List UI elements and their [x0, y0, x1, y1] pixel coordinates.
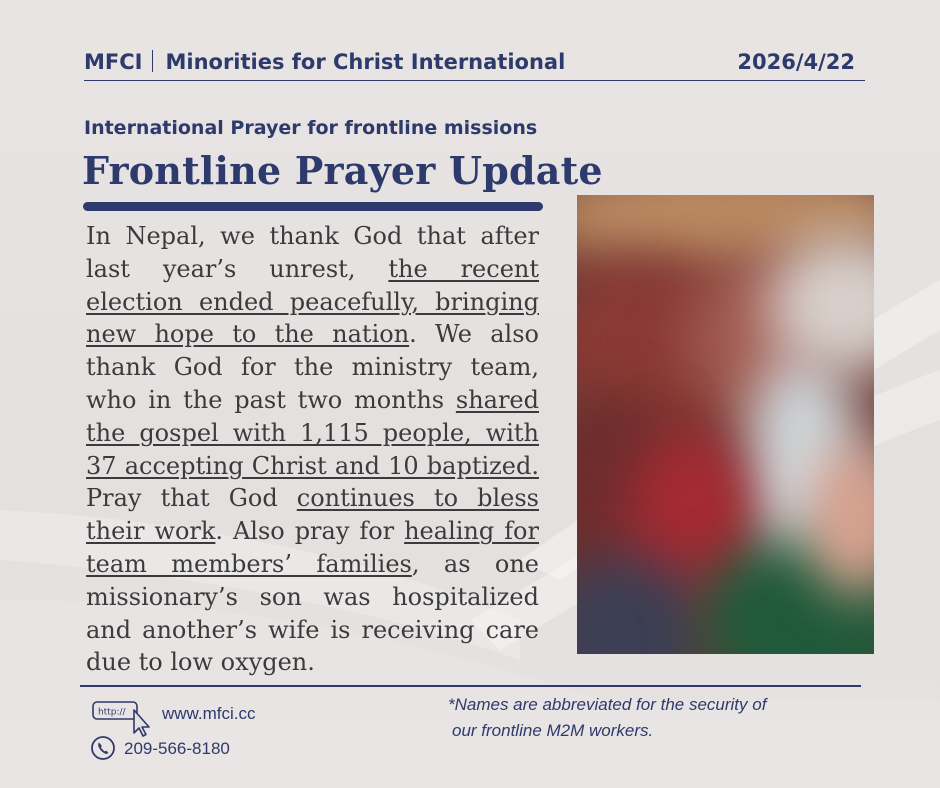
phone-number[interactable]: 209-566-8180 — [124, 739, 230, 758]
header-divider — [152, 50, 153, 72]
highlight-bless-work: continues to bless their work — [86, 484, 539, 546]
title-underline-bar — [83, 202, 543, 211]
page-title: Frontline Prayer Update — [82, 148, 603, 193]
highlight-gospel-shared: shared the gospel with 1,115 people, with 37 accepting Christ and 10 baptized. — [86, 385, 539, 480]
phone-icon — [91, 736, 115, 760]
subtitle: International Prayer for frontline missions — [84, 117, 538, 139]
highlight-healing: healing for team members’ families — [86, 517, 539, 578]
browser-link-icon — [92, 700, 154, 738]
organization-name — [84, 50, 565, 74]
note-line-2: our frontline M2M workers. — [452, 721, 654, 740]
body-text-segment: Pray that God — [86, 484, 297, 513]
prayer-update-text — [86, 220, 539, 679]
body-text-segment: . We also thank God for the ministry team, who in the past two months — [86, 320, 539, 414]
body-text-segment: , as one missionary’s son was hospitalized and another’s wife is receiving care due to low oxygen. — [86, 549, 539, 677]
body-text-segment: . Also pray for — [215, 517, 405, 546]
org-full-name: Minorities for Christ International — [165, 50, 566, 74]
footer-divider — [80, 685, 861, 687]
svg-text:http://: http:// — [98, 707, 126, 718]
website-link[interactable]: www.mfci.cc — [162, 704, 256, 723]
date-label: 2026/4/22 — [737, 50, 855, 74]
note-line-1: *Names are abbreviated for the security of — [448, 695, 767, 714]
highlight-election: the recent election ended peacefully, bringing new hope to the nation — [86, 254, 539, 349]
security-note — [448, 692, 868, 744]
org-abbreviation: MFCI — [84, 50, 143, 74]
body-text-segment: In Nepal, we thank God that after last year’s unrest, — [86, 222, 539, 283]
blurred-photo — [577, 195, 874, 654]
header-bar — [84, 46, 865, 81]
